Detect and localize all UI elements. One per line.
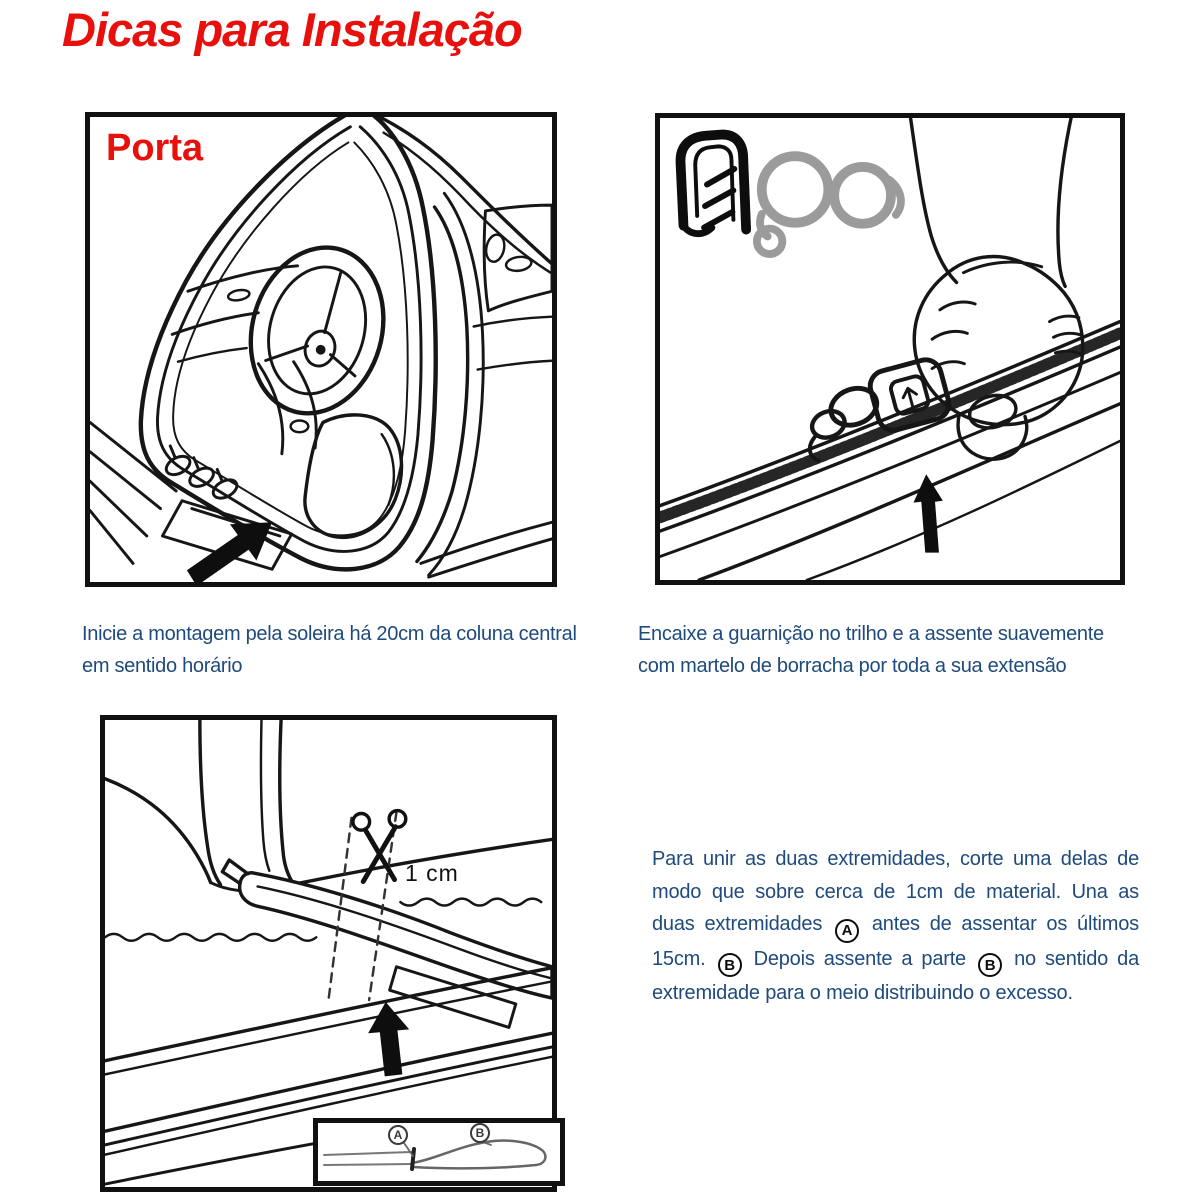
hand-install-illustration [660,118,1120,580]
panel-rail [655,113,1125,585]
direction-arrow-icon [187,522,272,582]
pedals [163,446,240,502]
circled-letter: A [835,919,859,943]
caption-rail-line2: com martelo de borracha por toda a sua extensão [638,655,1067,677]
label-a: A [388,1125,408,1145]
page-title: Dicas para Instalação [62,3,522,56]
joint-diagram [318,1123,560,1181]
caption-door-line1: Inicie a montagem pela soleira há 20cm da coluna central [82,623,577,645]
press-arrow-icon [913,474,942,552]
join-instructions: Para unir as duas extremidades, corte uma delas de modo que sobre cerca de 1cm de material. Una as duas extremidades A antes de assentar os últimos 15cm. B Depois assente a parte B no sentido da extremidade para o meio distribuindo o excesso. [652,848,1140,1004]
measure-label: 1 cm [405,860,459,886]
door-label: Porta [106,127,204,169]
circled-letter: B [978,953,1002,977]
steering-wheel [232,232,403,429]
rubber-profile-icon [757,156,901,254]
label-b: B [470,1123,490,1143]
car-door-illustration [90,117,552,582]
circled-letter: B [718,953,742,977]
caption-door [82,618,612,682]
cut-seal-illustration [105,720,552,1187]
seal-cross-section-icon [680,135,746,234]
rail-illustration [660,322,1120,580]
joint-inset [313,1118,565,1186]
caption-rail-line1: Encaixe a guarnição no trilho e a assente suavemente [638,623,1104,645]
caption-door-line2: em sentido horário [82,655,243,677]
panel-door [85,112,557,587]
caption-rail [638,618,1158,682]
